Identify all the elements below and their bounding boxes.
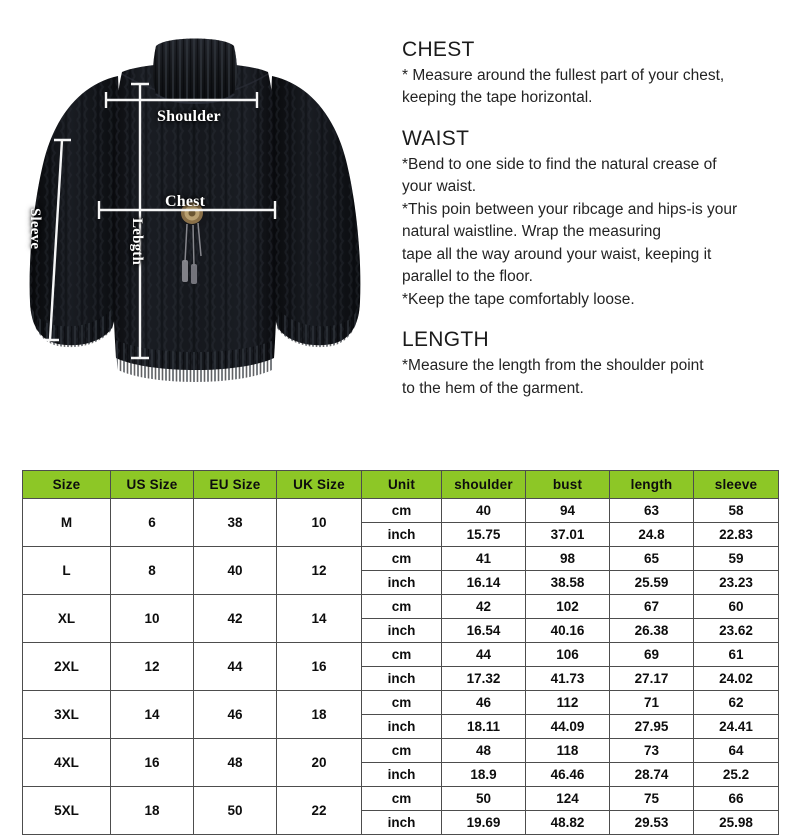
instruction-block-waist [402,127,782,311]
cell-cm-length: 67 [610,595,694,619]
cell-eu: 48 [194,739,277,787]
cell-cm-shoulder: 46 [442,691,526,715]
cell-inch-sleeve: 25.98 [694,811,779,835]
cell-unit-inch: inch [362,523,442,547]
cell-inch-shoulder: 16.54 [442,619,526,643]
cell-unit-cm: cm [362,499,442,523]
instruction-line: keeping the tape horizontal. [402,89,593,107]
cell-unit-cm: cm [362,643,442,667]
cell-inch-shoulder: 18.9 [442,763,526,787]
measure-label-chest: Chest [165,193,206,210]
size-chart-table [22,470,779,835]
instruction-block-chest [402,38,782,110]
column-header-uk-size: UK Size [277,471,362,499]
table-row [23,547,779,571]
cell-inch-shoulder: 16.14 [442,571,526,595]
cell-us: 16 [111,739,194,787]
cell-unit-inch: inch [362,571,442,595]
cell-size: XL [23,595,111,643]
cell-inch-length: 28.74 [610,763,694,787]
cell-eu: 38 [194,499,277,547]
cell-unit-inch: inch [362,667,442,691]
cell-inch-bust: 44.09 [526,715,610,739]
garment-illustration [10,10,380,430]
cell-inch-bust: 40.16 [526,619,610,643]
cell-cm-bust: 106 [526,643,610,667]
cell-cm-bust: 118 [526,739,610,763]
cell-cm-shoulder: 48 [442,739,526,763]
cell-uk: 12 [277,547,362,595]
cell-cm-shoulder: 44 [442,643,526,667]
cell-us: 18 [111,787,194,835]
cell-inch-sleeve: 25.2 [694,763,779,787]
cell-inch-length: 29.53 [610,811,694,835]
cell-unit-inch: inch [362,763,442,787]
cell-cm-length: 75 [610,787,694,811]
cell-uk: 20 [277,739,362,787]
instruction-heading: WAIST [402,126,470,150]
cell-cm-sleeve: 59 [694,547,779,571]
cell-inch-sleeve: 23.62 [694,619,779,643]
cell-cm-sleeve: 64 [694,739,779,763]
column-header-length: length [610,471,694,499]
turtleneck-collar [153,39,237,104]
measure-label-shoulder: Shoulder [157,108,221,125]
cell-us: 8 [111,547,194,595]
cell-uk: 22 [277,787,362,835]
cell-size: 2XL [23,643,111,691]
measure-label-sleeve: Sleeve [27,208,43,250]
instruction-block-length [402,328,782,400]
cell-inch-bust: 48.82 [526,811,610,835]
cell-inch-bust: 37.01 [526,523,610,547]
cell-cm-bust: 112 [526,691,610,715]
table-row [23,787,779,811]
cell-cm-shoulder: 42 [442,595,526,619]
cell-eu: 44 [194,643,277,691]
cell-size: M [23,499,111,547]
cell-unit-cm: cm [362,787,442,811]
cell-inch-bust: 46.46 [526,763,610,787]
column-header-bust: bust [526,471,610,499]
instruction-line: *Measure the length from the shoulder point [402,357,704,375]
cell-cm-bust: 102 [526,595,610,619]
cell-cm-length: 71 [610,691,694,715]
cell-inch-length: 25.59 [610,571,694,595]
column-header-us-size: US Size [111,471,194,499]
cell-inch-shoulder: 18.11 [442,715,526,739]
cell-us: 6 [111,499,194,547]
cell-inch-sleeve: 23.23 [694,571,779,595]
cell-inch-length: 24.8 [610,523,694,547]
table-row [23,739,779,763]
cell-cm-bust: 94 [526,499,610,523]
cell-us: 10 [111,595,194,643]
cell-cm-length: 69 [610,643,694,667]
cell-size: L [23,547,111,595]
instruction-line: *Bend to one side to find the natural crease of [402,155,717,173]
cell-cm-bust: 98 [526,547,610,571]
cell-unit-inch: inch [362,715,442,739]
instruction-line: tape all the way around your waist, keeping it [402,245,712,263]
cell-unit-cm: cm [362,739,442,763]
cell-unit-cm: cm [362,595,442,619]
cell-unit-inch: inch [362,619,442,643]
cell-cm-shoulder: 41 [442,547,526,571]
instruction-line: * Measure around the fullest part of your chest, [402,67,725,84]
cell-unit-inch: inch [362,811,442,835]
table-row [23,691,779,715]
instruction-line: natural waistline. Wrap the measuring [402,223,662,241]
column-header-size: Size [23,471,111,499]
cell-unit-cm: cm [362,547,442,571]
instruction-heading: LENGTH [402,328,489,352]
cell-eu: 40 [194,547,277,595]
cell-eu: 42 [194,595,277,643]
cell-cm-sleeve: 58 [694,499,779,523]
instruction-line: *This poin between your ribcage and hips-is your [402,200,738,218]
cell-uk: 16 [277,643,362,691]
cell-inch-sleeve: 24.41 [694,715,779,739]
cell-us: 14 [111,691,194,739]
cell-uk: 14 [277,595,362,643]
cell-us: 12 [111,643,194,691]
cell-cm-shoulder: 40 [442,499,526,523]
cell-uk: 18 [277,691,362,739]
cell-cm-length: 65 [610,547,694,571]
table-row [23,643,779,667]
cell-size: 5XL [23,787,111,835]
cell-cm-length: 73 [610,739,694,763]
measure-label-length: Lebgth [129,218,145,266]
instruction-heading: CHEST [402,38,475,61]
table-body [23,499,779,835]
cell-cm-sleeve: 60 [694,595,779,619]
cell-cm-bust: 124 [526,787,610,811]
cell-inch-shoulder: 19.69 [442,811,526,835]
instruction-line: to the hem of the garment. [402,379,584,397]
instruction-line: your waist. [402,178,477,196]
cell-inch-sleeve: 22.83 [694,523,779,547]
left-sleeve [30,76,122,347]
right-sleeve [268,76,360,347]
cell-cm-shoulder: 50 [442,787,526,811]
cell-inch-length: 27.95 [610,715,694,739]
cell-unit-cm: cm [362,691,442,715]
cell-cm-sleeve: 61 [694,643,779,667]
size-chart-table-container [22,470,778,835]
table-header-row [23,471,779,499]
instruction-line: parallel to the floor. [402,268,533,286]
cell-size: 3XL [23,691,111,739]
cell-cm-length: 63 [610,499,694,523]
table-row [23,499,779,523]
cell-inch-length: 26.38 [610,619,694,643]
column-header-eu-size: EU Size [194,471,277,499]
cell-inch-shoulder: 15.75 [442,523,526,547]
sweater-diagram [10,10,380,430]
table-row [23,595,779,619]
cell-inch-bust: 38.58 [526,571,610,595]
instruction-line: *Keep the tape comfortably loose. [402,290,635,308]
cell-eu: 50 [194,787,277,835]
cell-inch-shoulder: 17.32 [442,667,526,691]
column-header-unit: Unit [362,471,442,499]
cell-size: 4XL [23,739,111,787]
cell-uk: 10 [277,499,362,547]
cell-inch-length: 27.17 [610,667,694,691]
table-header [23,471,779,499]
column-header-shoulder: shoulder [442,471,526,499]
measuring-instructions [402,38,782,417]
column-header-sleeve: sleeve [694,471,779,499]
cell-cm-sleeve: 66 [694,787,779,811]
cell-inch-bust: 41.73 [526,667,610,691]
cell-inch-sleeve: 24.02 [694,667,779,691]
cell-eu: 46 [194,691,277,739]
cell-cm-sleeve: 62 [694,691,779,715]
